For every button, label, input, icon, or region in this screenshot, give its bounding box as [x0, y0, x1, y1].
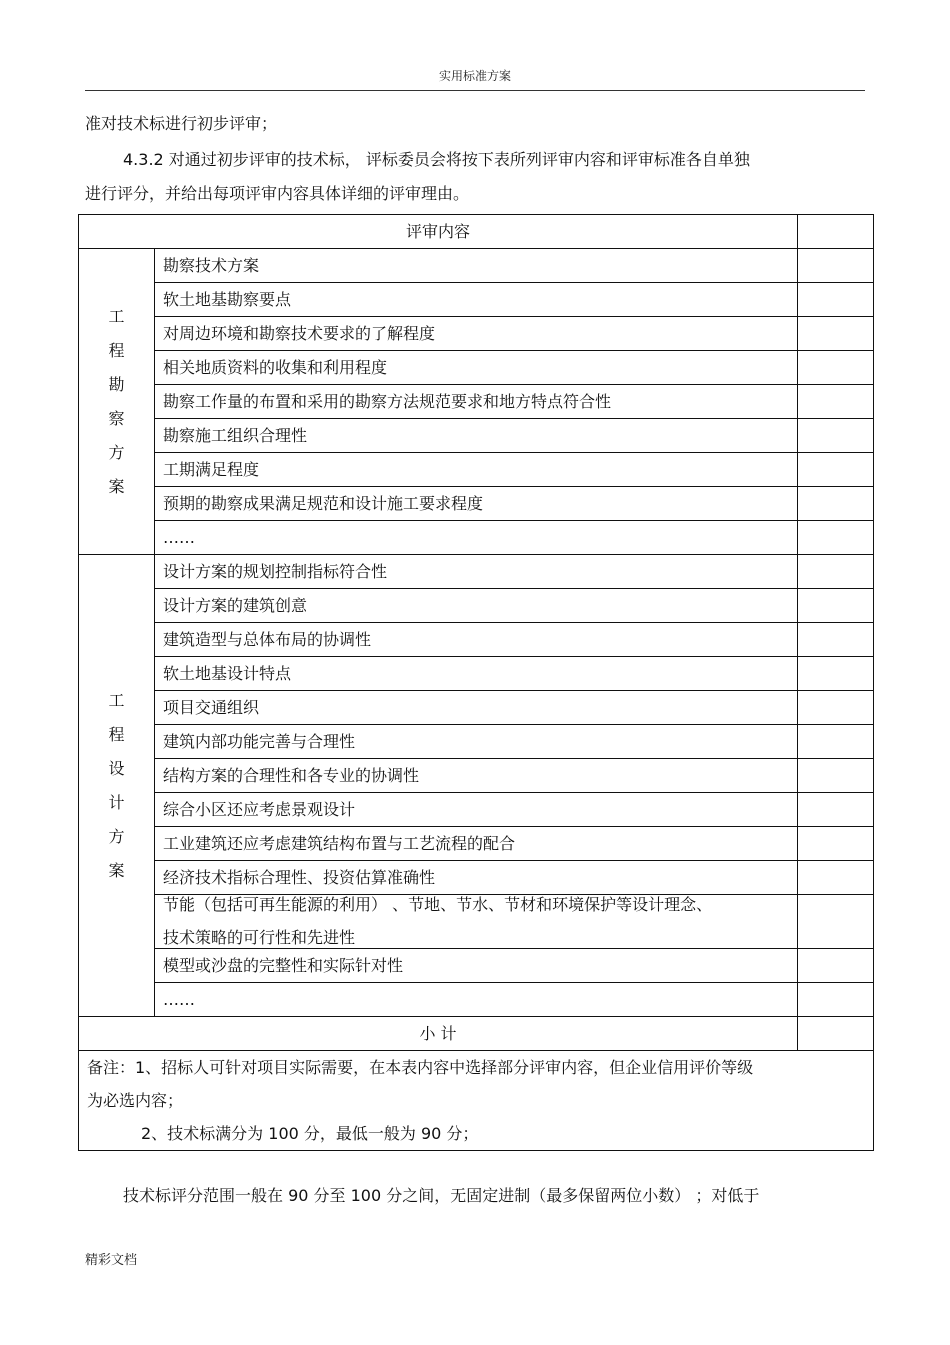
score-cell [798, 623, 874, 657]
score-cell [798, 419, 874, 453]
subtotal-label: 小 计 [79, 1017, 798, 1051]
table-cell: 相关地质资料的收集和利用程度 [155, 351, 798, 385]
score-cell [798, 725, 874, 759]
table-row [79, 861, 874, 895]
table-row [79, 317, 874, 351]
paragraph-1: 准对技术标进行初步评审； [85, 114, 278, 133]
table-cell: 预期的勘察成果满足规范和设计施工要求程度 [155, 487, 798, 521]
table-cell: 建筑造型与总体布局的协调性 [155, 623, 798, 657]
table-cell: 模型或沙盘的完整性和实际针对性 [155, 949, 798, 983]
category-survey-label: 工程勘察方案 [108, 306, 125, 496]
score-cell [798, 949, 874, 983]
notes-cell [79, 1051, 874, 1151]
table-cell: 建筑内部功能完善与合理性 [155, 725, 798, 759]
table-cell: 对周边环境和勘察技术要求的了解程度 [155, 317, 798, 351]
paragraph-3: 进行评分，并给出每项评审内容具体详细的评审理由。 [85, 184, 470, 203]
subtotal-row [79, 1017, 874, 1051]
table-cell: 勘察技术方案 [155, 249, 798, 283]
table-cell: …… [155, 983, 798, 1017]
score-cell [798, 351, 874, 385]
page-header: 实用标准方案 [438, 69, 511, 83]
table-row [79, 759, 874, 793]
table-cell: 经济技术指标合理性、投资估算准确性 [155, 861, 798, 895]
page-footer: 精彩文档 [85, 1253, 138, 1268]
score-cell [798, 1017, 874, 1051]
table-row [79, 793, 874, 827]
score-cell [798, 983, 874, 1017]
table-row [79, 249, 874, 283]
score-cell [798, 759, 874, 793]
score-cell [798, 895, 874, 949]
table-cell: 勘察工作量的布置和采用的勘察方法规范要求和地方特点符合性 [155, 385, 798, 419]
table-row [79, 419, 874, 453]
multiline-text-2: 技术策略的可行性和先进性 [163, 928, 356, 947]
evaluation-table [78, 214, 874, 1151]
table-row [79, 691, 874, 725]
table-cell: 设计方案的建筑创意 [155, 589, 798, 623]
table-row [79, 385, 874, 419]
table-row [79, 487, 874, 521]
table-cell-multiline [155, 895, 798, 949]
table-row [79, 983, 874, 1017]
table-row [79, 657, 874, 691]
table-row [79, 453, 874, 487]
table-row [79, 283, 874, 317]
score-cell [798, 555, 874, 589]
table-cell: 结构方案的合理性和各专业的协调性 [155, 759, 798, 793]
table-row [79, 949, 874, 983]
score-cell [798, 385, 874, 419]
table-row [79, 827, 874, 861]
table-cell: 软土地基设计特点 [155, 657, 798, 691]
score-cell [798, 453, 874, 487]
table-row [79, 895, 874, 949]
table-cell: 软土地基勘察要点 [155, 283, 798, 317]
table-cell: …… [155, 521, 798, 555]
score-cell [798, 861, 874, 895]
table-row [79, 623, 874, 657]
table-cell: 项目交通组织 [155, 691, 798, 725]
score-cell [798, 521, 874, 555]
table-cell: 综合小区还应考虑景观设计 [155, 793, 798, 827]
score-cell [798, 827, 874, 861]
category-design-label: 工程设计方案 [108, 690, 125, 880]
table-header-row [79, 215, 874, 249]
category-design [79, 555, 155, 1017]
table-row [79, 725, 874, 759]
table-header-cell: 评审内容 [79, 215, 798, 249]
score-cell [798, 215, 874, 249]
table-row [79, 351, 874, 385]
paragraph-2: 4.3.2 对通过初步评审的技术标， 评标委员会将按下表所列评审内容和评审标准各自单独 [123, 150, 750, 169]
note-line-2: 为必选内容； [87, 1091, 184, 1110]
paragraph-4: 技术标评分范围一般在 90 分至 100 分之间，无固定进制（最多保留两位小数） ；对低于 [123, 1186, 760, 1205]
table-row [79, 589, 874, 623]
score-cell [798, 487, 874, 521]
table-cell: 工期满足程度 [155, 453, 798, 487]
score-cell [798, 249, 874, 283]
header-divider [85, 90, 865, 91]
score-cell [798, 793, 874, 827]
score-cell [798, 317, 874, 351]
table-cell: 工业建筑还应考虑建筑结构布置与工艺流程的配合 [155, 827, 798, 861]
table-cell: 勘察施工组织合理性 [155, 419, 798, 453]
score-cell [798, 589, 874, 623]
table-cell: 设计方案的规划控制指标符合性 [155, 555, 798, 589]
table-row [79, 555, 874, 589]
category-survey [79, 249, 155, 555]
table-row [79, 521, 874, 555]
multiline-text-1: 节能（包括可再生能源的利用） 、节地、节水、节材和环境保护等设计理念、 [163, 895, 713, 914]
score-cell [798, 691, 874, 725]
notes-row [79, 1051, 874, 1151]
note-line-3: 2、技术标满分为 100 分，最低一般为 90 分； [141, 1124, 479, 1143]
score-cell [798, 283, 874, 317]
note-line-1: 备注：1、招标人可针对项目实际需要，在本表内容中选择部分评审内容，但企业信用评价等级 [87, 1058, 754, 1077]
score-cell [798, 657, 874, 691]
